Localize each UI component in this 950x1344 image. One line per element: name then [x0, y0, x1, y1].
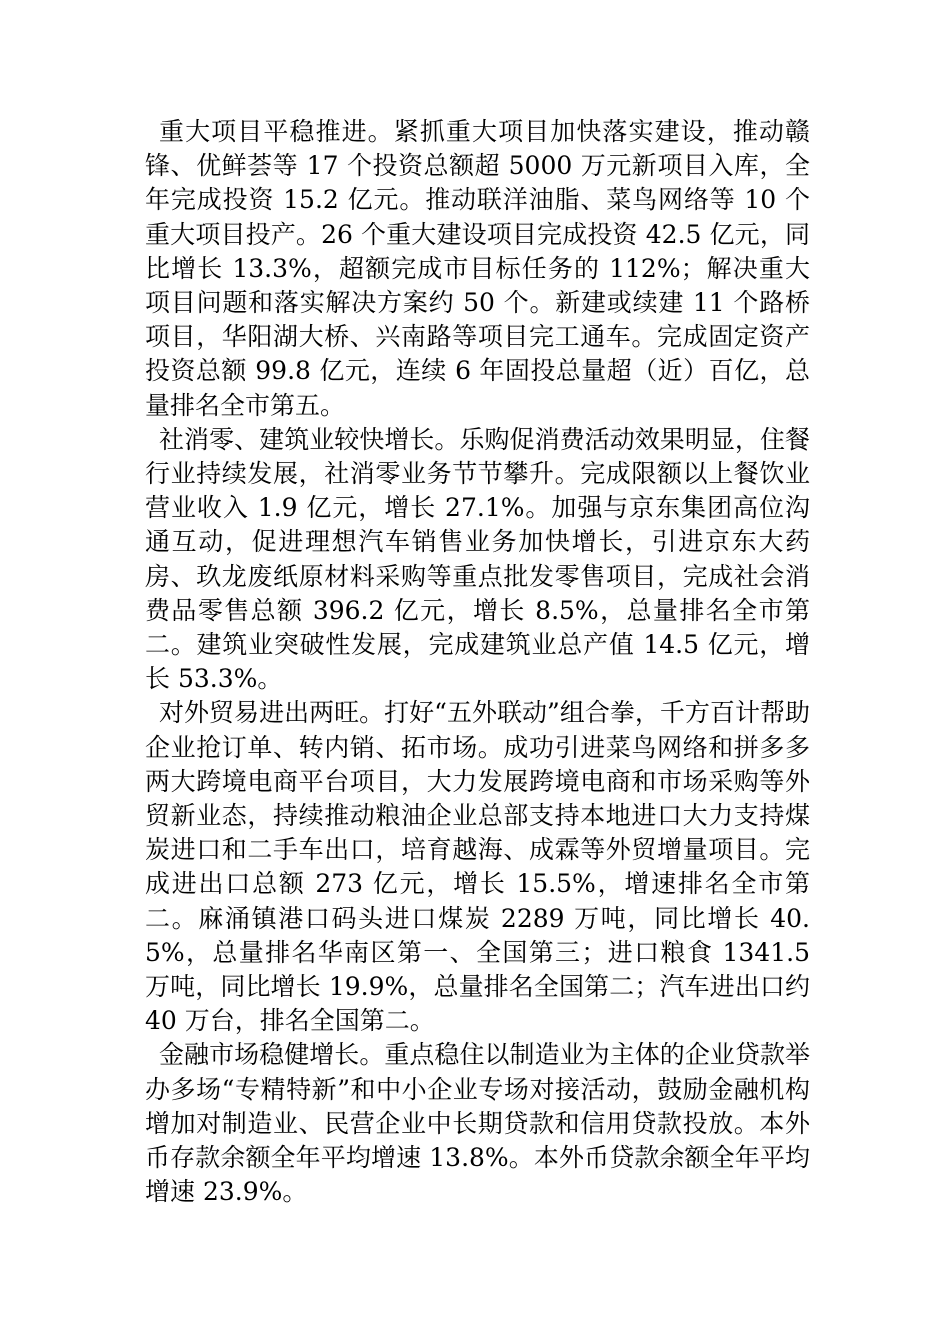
- paragraph-retail-construction: 社消零、建筑业较快增长。乐购促消费活动效果明显，住餐行业持续发展，社消零业务节节攀升。完成限额以上餐饮业营业收入 1.9 亿元，增长 27.1%。加强与京东集团高位沟通互动，促进理想汽车销售业务加快增长，引进京东大药房、玖龙废纸原材料采购等重点批发零售项目，完成社会消费品零售总额 396.2 亿元，增长 8.5%，总量排名全市第二。建筑业突破性发展，完成建筑业总产值 14.5 亿元，增长 53.3%。: [145, 424, 810, 694]
- paragraph-finance: 金融市场稳健增长。重点稳住以制造业为主体的企业贷款举办多场“专精特新”和中小企业专场对接活动，鼓励金融机构增加对制造业、民营企业中长期贷款和信用贷款投放。本外币存款余额全年平均增速 13.8%。本外币贷款余额全年平均增速 23.9%。: [145, 1040, 810, 1207]
- document-body: [145, 115, 810, 1210]
- paragraph-foreign-trade: 对外贸易进出两旺。打好“五外联动”组合拳，千方百计帮助企业抢订单、转内销、拓市场。成功引进菜鸟网络和拼多多两大跨境电商平台项目，大力发展跨境电商和市场采购等外贸新业态，持续推动粮油企业总部支持本地进口大力支持煤炭进口和二手车出口，培育越海、成霖等外贸增量项目。完成进出口总额 273 亿元，增长 15.5%，增速排名全市第二。麻涌镇港口码头进口煤炭 2289 万吨，同比增长 40.5%，总量排名华南区第一、全国第三；进口粮食 1341.5 万吨，同比增长 19.9%，总量排名全国第二；汽车进出口约 40 万台，排名全国第二。: [145, 698, 810, 1036]
- paragraph-major-projects: 重大项目平稳推进。紧抓重大项目加快落实建设，推动赣锋、优鲜荟等 17 个投资总额超 5000 万元新项目入库，全年完成投资 15.2 亿元。推动联洋油脂、菜鸟网络等 10 个重大项目投产。26 个重大建设项目完成投资 42.5 亿元，同比增长 13.3%，超额完成市目标任务的 112%；解决重大项目问题和落实解决方案约 50 个。新建或续建 11 个路桥项目，华阳湖大桥、兴南路等项目完工通车。完成固定资产投资总额 99.8 亿元，连续 6 年固投总量超（近）百亿，总量排名全市第五。: [145, 117, 810, 420]
